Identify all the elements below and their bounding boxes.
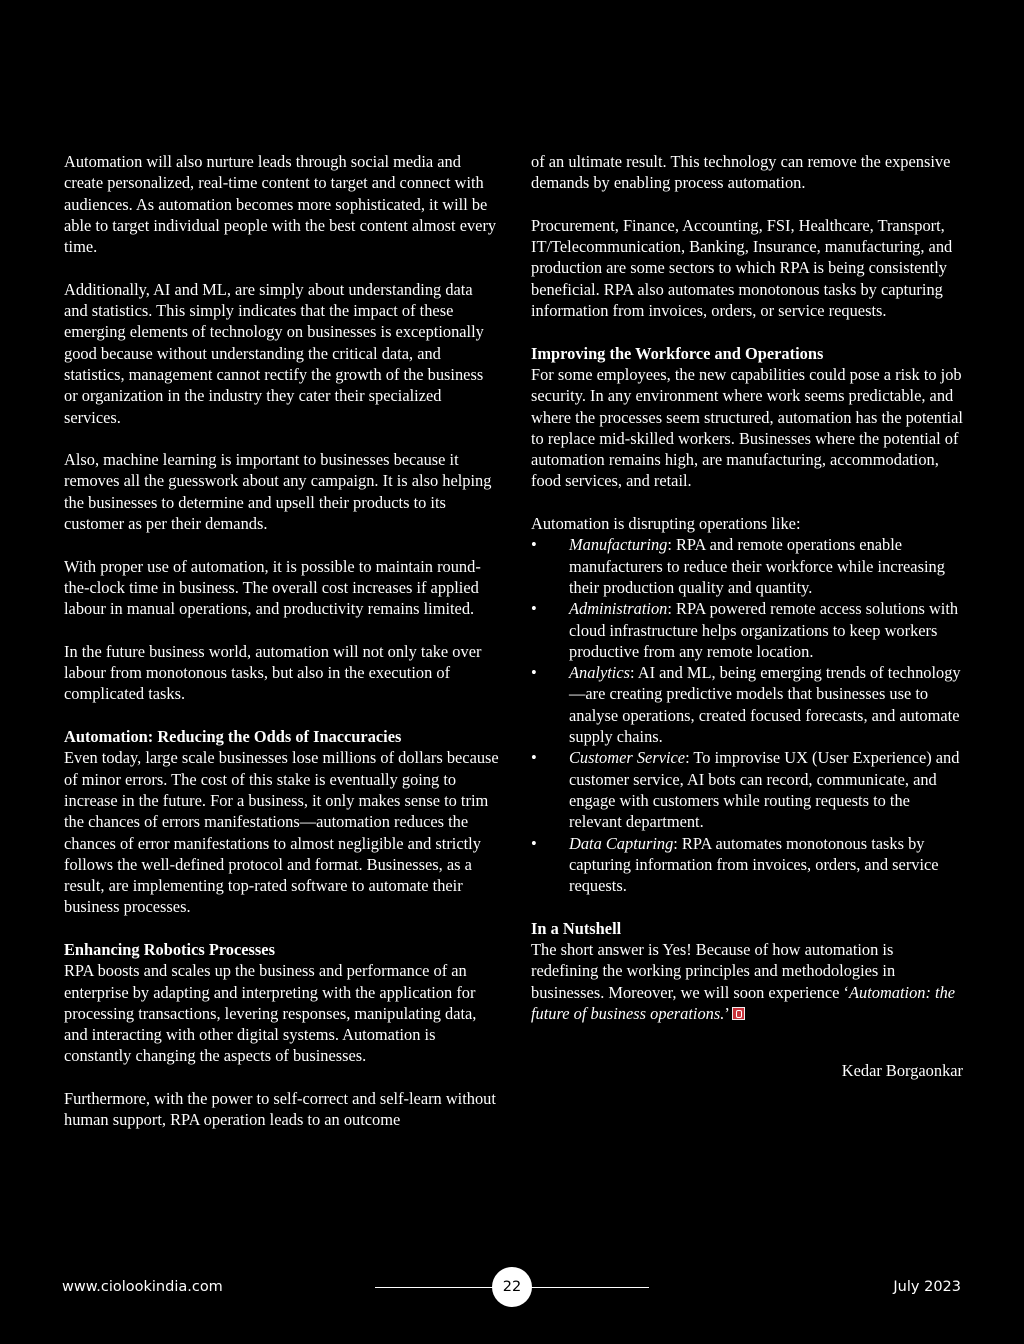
- list-item-term: Analytics: [569, 663, 630, 683]
- list-item: [531, 662, 963, 747]
- bullet: •: [531, 535, 537, 555]
- list-item-text: : To improvise UX (User Experience) and customer service, AI bots can record, communicate, and engage with customers while routing requests to the relevant department.: [569, 748, 960, 832]
- end-mark-icon: [732, 1007, 745, 1020]
- list-item-term: Manufacturing: [569, 535, 668, 555]
- list-item-term: Data Capturing: [569, 833, 674, 853]
- paragraph: Automation will also nurture leads through social media and create personalized, real-time content to target and connect with audiences. As automation becomes more sophisticated, it will be able to target individual people with the best content almost every time.: [64, 152, 497, 257]
- paragraph: Additionally, AI and ML, are simply about understanding data and statistics. This simply indicates that the impact of these emerging elements of technology on businesses is exceptionally good because without understanding the critical data, and statistics, management cannot rectify the growth of the business or organization in the industry they cater their specialized services.: [64, 279, 484, 427]
- paragraph: Also, machine learning is important to businesses because it removes all the guesswork about any campaign. It is also helping the businesses to determine and upsell their products to its customer as per their demands.: [64, 450, 492, 534]
- bullet: •: [531, 599, 537, 619]
- list-item: [531, 747, 963, 832]
- list-item-term: Customer Service: [569, 748, 686, 768]
- list-item-text: : RPA and remote operations enable manufacturers to reduce their workforce while increasing their production quality and quantity.: [569, 535, 945, 597]
- list-item: [531, 833, 963, 897]
- section-heading: Improving the Workforce and Operations: [531, 343, 824, 363]
- paragraph-text: RPA boosts and scales up the business and performance of an enterprise by adapting and interpreting with the application for processing transactions, levering responses, manipulating data, and interacting with other digital systems. Automation is constantly changing the aspects of businesses.: [64, 961, 477, 1066]
- page-number: 22: [492, 1267, 532, 1307]
- bullet: •: [531, 663, 537, 683]
- paragraph-text: For some employees, the new capabilities could pose a risk to job security. In any environment where work seems predictable, and where the processes seem structured, automation has the potential to replace mid-skilled workers. Businesses where the potential of automation remains high, are manufacturing, accommodation, food services, and retail.: [531, 364, 963, 491]
- bullet: •: [531, 748, 537, 768]
- page-footer: [0, 1266, 1024, 1310]
- list-item-text: : RPA powered remote access solutions with cloud infrastructure helps organizations to keep workers productive from any remote location.: [569, 599, 959, 661]
- section-reducing-inaccuracies: [64, 726, 500, 918]
- footer-date: July 2023: [893, 1279, 961, 1295]
- paragraph-text: Even today, large scale businesses lose millions of dollars because of minor errors. The cost of this stake is eventually going to increase in the future. For a business, it only makes sense to trim the chances of errors manifestations—automation reduces the chances of error manifestations to almost negligible and strictly follows the well-defined protocol and format. Businesses, as a result, are implementing top-rated software to automate their business processes.: [64, 748, 499, 917]
- list-item-text: : RPA automates monotonous tasks by capturing information from invoices, orders, and service requests.: [569, 833, 939, 896]
- closing-quote: Automation: the future of business operations.: [531, 982, 956, 1023]
- quote-open: ‘: [843, 982, 849, 1002]
- list-item: [531, 598, 963, 662]
- section-heading: Enhancing Robotics Processes: [64, 939, 275, 959]
- author-name: Kedar Borgaonkar: [841, 1061, 963, 1081]
- list-item-text: : AI and ML, being emerging trends of technology—are creating predictive models that businesses use to analyse operations, created focused forecasts, and automate supply chains.: [569, 663, 961, 747]
- section-workforce: [531, 343, 963, 492]
- paragraph: Procurement, Finance, Accounting, FSI, Healthcare, Transport, IT/Telecommunication, Banking, Insurance, manufacturing, and production are some sectors to which RPA is being consistently beneficial. RPA also automates monotonous tasks by capturing information from invoices, orders, or service requests.: [531, 215, 953, 321]
- list-item-term: Administration: [569, 599, 668, 619]
- section-heading: Automation: Reducing the Odds of Inaccuracies: [64, 727, 402, 747]
- list-intro: Automation is disrupting operations like:: [531, 514, 801, 534]
- paragraph: In the future business world, automation will not only take over labour from monotonous tasks, but also in the execution of complicated tasks.: [64, 641, 482, 704]
- section-heading: In a Nutshell: [531, 918, 622, 938]
- footer-divider-left: [375, 1287, 493, 1288]
- list-item: [531, 534, 963, 598]
- section-nutshell: [531, 918, 963, 1024]
- operations-list: [531, 534, 963, 896]
- right-column: [531, 151, 963, 1081]
- footer-divider-right: [531, 1287, 649, 1288]
- quote-close: ’: [724, 1003, 730, 1023]
- left-column: [64, 151, 500, 1152]
- paragraph: of an ultimate result. This technology can remove the expensive demands by enabling process automation.: [531, 152, 951, 193]
- footer-url: www.ciolookindia.com: [62, 1279, 223, 1295]
- paragraph-text: The short answer is Yes! Because of how automation is redefining the working principles and methodologies in businesses. Moreover, we will soon experience: [531, 939, 896, 1002]
- bullet: •: [531, 833, 537, 853]
- paragraph: With proper use of automation, it is possible to maintain round-the-clock time in business. The overall cost increases if applied labour in manual operations, and productivity remains limited.: [64, 556, 481, 619]
- section-enhancing-robotics: [64, 939, 500, 1067]
- paragraph: Furthermore, with the power to self-correct and self-learn without human support, RPA operation leads to an outcome: [64, 1089, 496, 1130]
